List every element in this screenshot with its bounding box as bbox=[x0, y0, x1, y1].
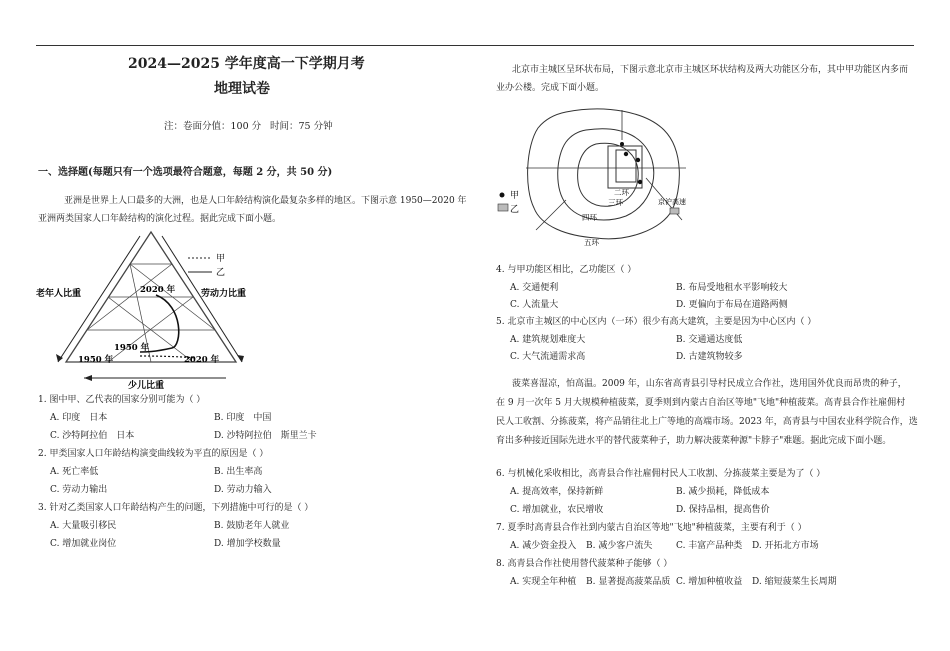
q3-option-c[interactable]: C. 增加就业岗位 bbox=[50, 539, 117, 549]
q1-option-b[interactable]: B. 印度 中国 bbox=[214, 413, 272, 423]
q5-option-d[interactable]: D. 古建筑物较多 bbox=[676, 352, 743, 362]
q2-option-d[interactable]: D. 劳动力输入 bbox=[214, 485, 272, 495]
q3-stem: 3. 针对乙类国家人口年龄结构产生的问题，下列措施中可行的是（ ） bbox=[38, 503, 314, 513]
q6-option-c[interactable]: C. 增加就业，农民增收 bbox=[510, 505, 604, 515]
label-1950-bottom: 1950 年 bbox=[78, 355, 114, 365]
ring-roads bbox=[528, 109, 680, 239]
label-1950-top: 1950 年 bbox=[114, 343, 150, 353]
subject-title: 地理试卷 bbox=[214, 81, 270, 97]
bottom-axis-label: 少儿比重 bbox=[128, 381, 165, 390]
passage-line-3: 民人工收割、分拣菠菜，将产品销往北上广等地的高端市场。2023 年，高青县与中国农业科学院合作，选 bbox=[496, 417, 918, 427]
q7-stem: 7. 夏季时高青县合作社到内蒙古自治区等地"飞地"种植菠菜，主要有利于（ ） bbox=[496, 523, 807, 533]
map-legend-jia: 甲 bbox=[510, 191, 520, 201]
intro-line-1: 亚洲是世界上人口最多的大洲，也是人口年龄结构演化最复杂多样的地区。下图示意 1950—2020 年 bbox=[64, 196, 467, 206]
q7-option-b[interactable]: B. 减少客户流失 bbox=[586, 541, 653, 551]
score-note: 注：卷面分值：100 分 bbox=[164, 121, 262, 132]
ring-label-4: 四环 bbox=[582, 213, 597, 222]
q2-option-c[interactable]: C. 劳动力输出 bbox=[50, 485, 108, 495]
q4-option-b[interactable]: B. 布局受地租水平影响较大 bbox=[676, 283, 788, 293]
q6-option-a[interactable]: A. 提高效率，保持新鲜 bbox=[510, 487, 604, 497]
q6-option-b[interactable]: B. 减少损耗，降低成本 bbox=[676, 487, 770, 497]
q2-stem: 2. 甲类国家人口年龄结构演变曲线较为平直的原因是（ ） bbox=[38, 449, 269, 459]
q1-option-d[interactable]: D. 沙特阿拉伯 斯里兰卡 bbox=[214, 431, 317, 441]
time-note: 时间：75 分钟 bbox=[270, 121, 333, 132]
intro-line-2: 亚洲两类国家人口年龄结构的演化过程。据此完成下面小题。 bbox=[38, 214, 282, 224]
q8-option-b[interactable]: B. 显著提高菠菜品质 bbox=[586, 577, 671, 587]
q2-option-b[interactable]: B. 出生率高 bbox=[214, 467, 263, 477]
q5-option-b[interactable]: B. 交通通达度低 bbox=[676, 335, 743, 345]
q5-option-c[interactable]: C. 大气流通需求高 bbox=[510, 352, 586, 362]
q2-option-a[interactable]: A. 死亡率低 bbox=[50, 467, 99, 477]
q7-option-a[interactable]: A. 减少资金投入 bbox=[510, 541, 577, 551]
road-label: 京沪高速 bbox=[658, 198, 686, 206]
q5-stem: 5. 北京市主城区的中心区内（一环）很少有高大建筑，主要是因为中心区内（ ） bbox=[496, 317, 817, 327]
passage-line-2: 在 9 月一次年 5 月大规模种植菠菜，夏季则到内蒙古自治区等地"飞地"种植菠菜。高青县合作社雇佣村 bbox=[496, 398, 906, 408]
q1-stem: 1. 图中甲、乙代表的国家分别可能为（ ） bbox=[38, 395, 206, 405]
exam-title: 2024—2025 学年度高一下学期月考 bbox=[128, 56, 365, 72]
q7-option-c[interactable]: C. 丰富产品种类 bbox=[676, 541, 743, 551]
q8-option-a[interactable]: A. 实现全年种植 bbox=[510, 577, 577, 587]
right-axis-label: 劳动力比重 bbox=[201, 289, 247, 299]
left-axis-label: 老年人比重 bbox=[36, 289, 82, 299]
label-2020-top: 2020 年 bbox=[140, 285, 176, 295]
q8-option-d[interactable]: D. 缩短菠菜生长周期 bbox=[752, 577, 837, 587]
q4-option-a[interactable]: A. 交通便利 bbox=[510, 283, 559, 293]
q5-option-a[interactable]: A. 建筑规划难度大 bbox=[510, 335, 586, 345]
q8-option-c[interactable]: C. 增加种植收益 bbox=[676, 577, 743, 587]
q1-option-c[interactable]: C. 沙特阿拉伯 日本 bbox=[50, 431, 135, 441]
q8-stem: 8. 高青县合作社使用替代菠菜种子能够（ ） bbox=[496, 559, 673, 569]
q3-option-a[interactable]: A. 大量吸引移民 bbox=[50, 521, 117, 531]
q3-option-b[interactable]: B. 鼓励老年人就业 bbox=[214, 521, 290, 531]
passage-line-4: 育出多种接近国际先进水平的替代菠菜种子，助力解决菠菜种源"卡脖子"难题。据此完成下面小题。 bbox=[496, 436, 892, 446]
q7-option-d[interactable]: D. 开拓北方市场 bbox=[752, 541, 819, 551]
map-intro-line-1: 北京市主城区呈环状布局，下图示意北京市主城区环状结构及两大功能区分布，其中甲功能区内多而 bbox=[512, 65, 909, 75]
q4-option-c[interactable]: C. 人流量大 bbox=[510, 300, 559, 310]
passage-line-1: 菠菜喜湿凉，怕高温。2009 年，山东省高青县引导村民成立合作社，选用国外优良而昂贵的种子， bbox=[512, 379, 907, 389]
q6-stem: 6. 与机械化采收相比，高青县合作社雇佣村民人工收割、分拣菠菜主要是为了（ ） bbox=[496, 469, 826, 479]
q6-option-d[interactable]: D. 保持品相，提高售价 bbox=[676, 505, 770, 515]
map-intro-line-2: 业办公楼。完成下面小题。 bbox=[496, 83, 605, 93]
label-2020-bottom: 2020 年 bbox=[184, 355, 220, 365]
map-legend-yi: 乙 bbox=[510, 205, 520, 215]
q4-option-d[interactable]: D. 更偏向于布局在道路两侧 bbox=[676, 300, 788, 310]
legend-yi: 乙 bbox=[216, 268, 226, 278]
beijing-ring-map bbox=[496, 100, 696, 250]
legend-jia: 甲 bbox=[216, 254, 226, 264]
ring-label-3: 三环 bbox=[608, 198, 623, 207]
section-heading: 一、选择题(每题只有一个选项最符合题意，每题 2 分，共 50 分) bbox=[38, 167, 333, 178]
ring-label-2: 二环 bbox=[614, 188, 629, 197]
ring-label-5: 五环 bbox=[584, 238, 599, 247]
q4-stem: 4. 与甲功能区相比，乙功能区（ ） bbox=[496, 265, 637, 275]
q3-option-d[interactable]: D. 增加学校数量 bbox=[214, 539, 281, 549]
ternary-chart bbox=[36, 228, 266, 390]
q1-option-a[interactable]: A. 印度 日本 bbox=[50, 413, 108, 423]
header-rule bbox=[36, 45, 914, 46]
